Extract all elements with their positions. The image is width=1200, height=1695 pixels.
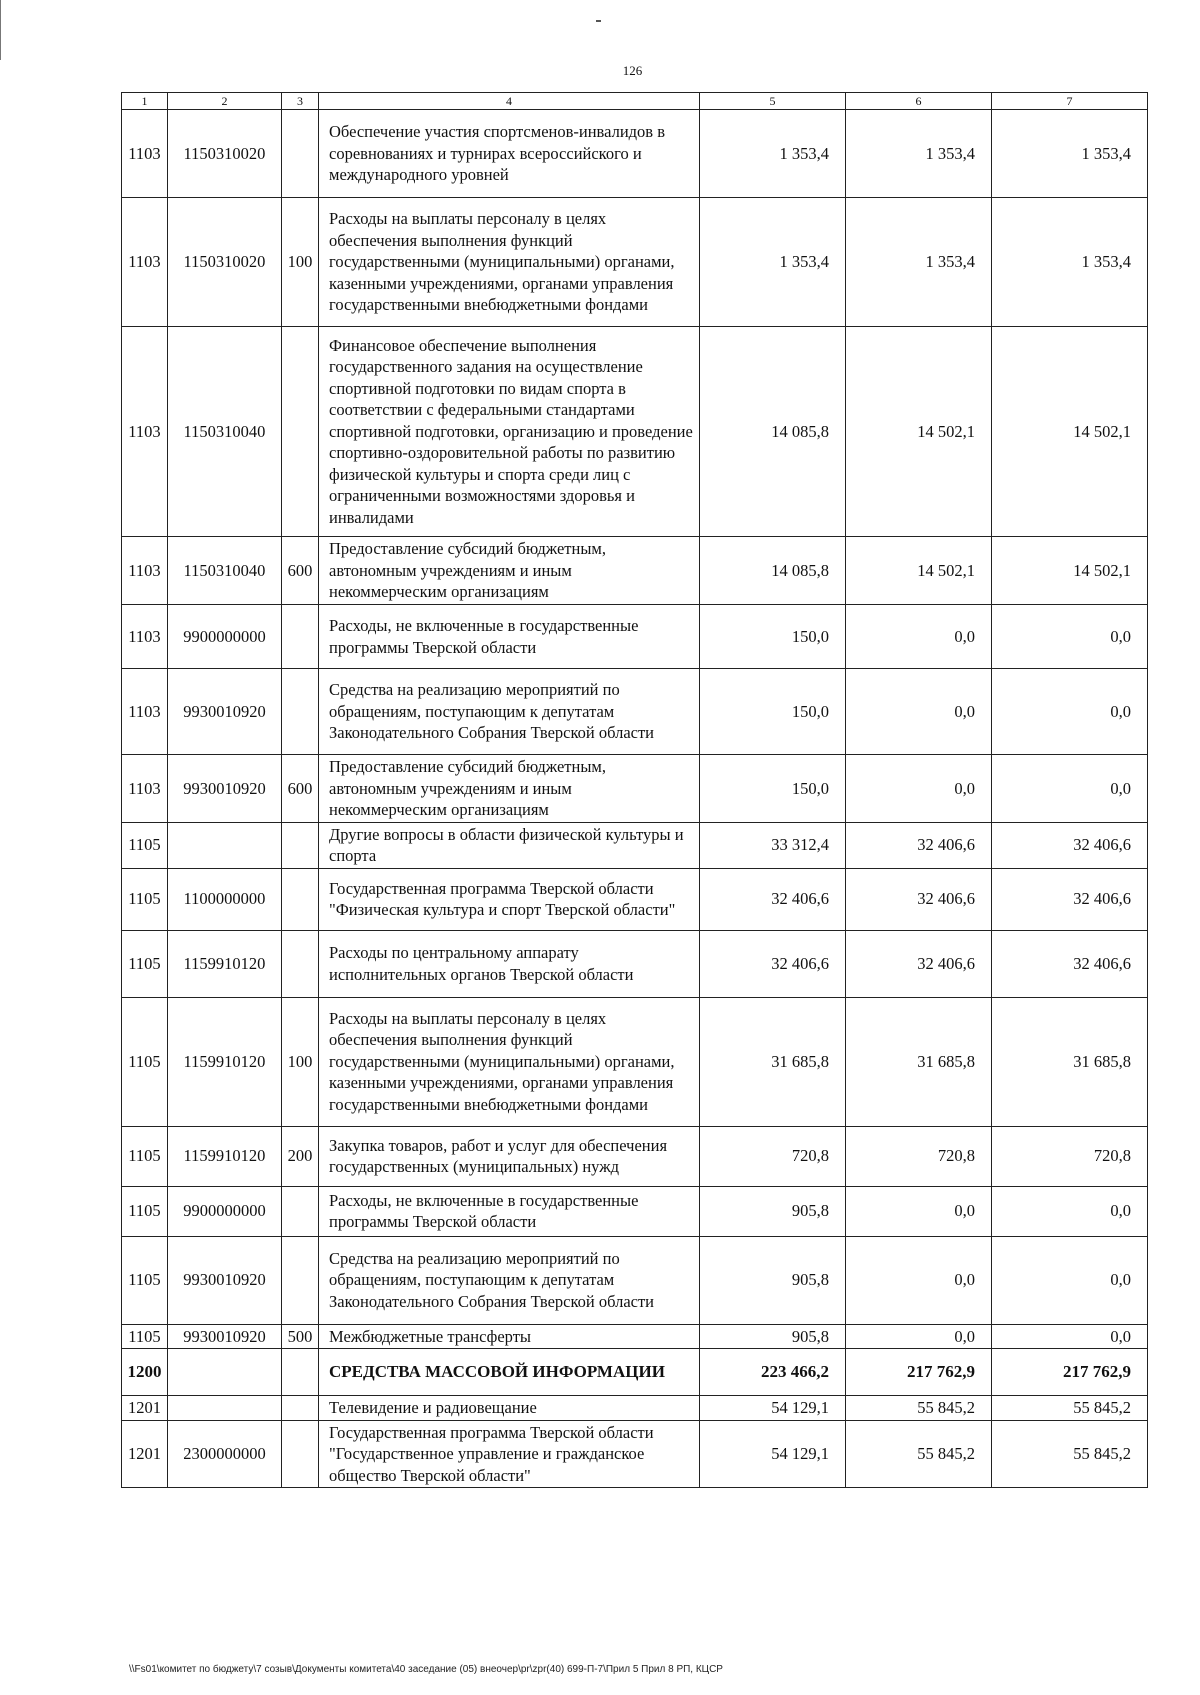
amount-2024: 150,0: [700, 669, 846, 755]
page-number: 126: [622, 63, 643, 78]
amount-2024: 54 129,1: [700, 1420, 846, 1488]
amount-2026: 217 762,9: [992, 1349, 1148, 1396]
amount-2025: 32 406,6: [846, 868, 992, 930]
target-article-code: 1159910120: [168, 1126, 282, 1186]
target-article-code: [168, 1396, 282, 1421]
expense-name: Межбюджетные трансферты: [319, 1324, 700, 1349]
table-row: [122, 1236, 1148, 1324]
amount-2025: 1 353,4: [846, 110, 992, 198]
amount-2024: 14 085,8: [700, 537, 846, 605]
amount-2025: 0,0: [846, 1324, 992, 1349]
column-number: 1: [122, 93, 168, 110]
column-number-row: [122, 93, 1148, 110]
target-article-code: 9930010920: [168, 1236, 282, 1324]
amount-2026: 0,0: [992, 1186, 1148, 1236]
budget-table-body: [122, 93, 1148, 1488]
table-row: [122, 997, 1148, 1126]
table-row: [122, 198, 1148, 327]
table-row: [122, 1126, 1148, 1186]
column-number: 2: [168, 93, 282, 110]
expense-type-code: [282, 327, 319, 537]
amount-2026: 1 353,4: [992, 198, 1148, 327]
expense-name: Государственная программа Тверской области "Физическая культура и спорт Тверской области": [319, 868, 700, 930]
target-article-code: 9930010920: [168, 1324, 282, 1349]
amount-2026: 55 845,2: [992, 1396, 1148, 1421]
section-code: 1105: [122, 1126, 168, 1186]
target-article-code: 9930010920: [168, 755, 282, 823]
amount-2025: 0,0: [846, 669, 992, 755]
expense-name: Предоставление субсидий бюджетным, автономным учреждениям и иным некоммерческим организациям: [319, 537, 700, 605]
amount-2026: 0,0: [992, 669, 1148, 755]
expense-type-code: [282, 110, 319, 198]
expense-type-code: [282, 605, 319, 669]
amount-2026: 32 406,6: [992, 822, 1148, 868]
table-row: [122, 1324, 1148, 1349]
column-number: 4: [319, 93, 700, 110]
amount-2025: 0,0: [846, 1236, 992, 1324]
table-row: [122, 1396, 1148, 1421]
amount-2025: 720,8: [846, 1126, 992, 1186]
amount-2025: 0,0: [846, 755, 992, 823]
table-row: [122, 1349, 1148, 1396]
expense-name: Расходы по центральному аппарату исполнительных органов Тверской области: [319, 930, 700, 997]
expense-type-code: 500: [282, 1324, 319, 1349]
expense-type-code: 600: [282, 755, 319, 823]
section-code: 1103: [122, 198, 168, 327]
expense-name: Средства на реализацию мероприятий по обращениям, поступающим к депутатам Законодательного Собрания Тверской области: [319, 669, 700, 755]
target-article-code: 1100000000: [168, 868, 282, 930]
expense-type-code: 200: [282, 1126, 319, 1186]
table-row: [122, 755, 1148, 823]
section-code: 1105: [122, 868, 168, 930]
file-path-footer: \\Fs01\комитет по бюджету\7 созыв\Документы комитета\40 заседание (05) внеочер\pr\zpr(40) 699-П-7\Прил 5 Прил 8 РП, КЦСР: [129, 1664, 723, 1675]
amount-2026: 1 353,4: [992, 110, 1148, 198]
expense-type-code: [282, 1420, 319, 1488]
amount-2024: 31 685,8: [700, 997, 846, 1126]
expense-name: Расходы, не включенные в государственные программы Тверской области: [319, 605, 700, 669]
amount-2026: 720,8: [992, 1126, 1148, 1186]
amount-2024: 150,0: [700, 605, 846, 669]
amount-2025: 55 845,2: [846, 1396, 992, 1421]
amount-2025: 0,0: [846, 605, 992, 669]
expense-name: СРЕДСТВА МАССОВОЙ ИНФОРМАЦИИ: [319, 1349, 700, 1396]
expense-name: Предоставление субсидий бюджетным, автономным учреждениям и иным некоммерческим организациям: [319, 755, 700, 823]
expense-type-code: 100: [282, 997, 319, 1126]
section-code: 1103: [122, 110, 168, 198]
expense-type-code: 100: [282, 198, 319, 327]
section-code: 1200: [122, 1349, 168, 1396]
amount-2024: 150,0: [700, 755, 846, 823]
expense-name: Обеспечение участия спортсменов-инвалидов в соревнованиях и турнирах всероссийского и международного уровней: [319, 110, 700, 198]
scan-speck: [596, 20, 601, 22]
amount-2025: 14 502,1: [846, 327, 992, 537]
expense-name: Государственная программа Тверской области "Государственное управление и гражданское общество Тверской области": [319, 1420, 700, 1488]
table-row: [122, 605, 1148, 669]
expense-name: Другие вопросы в области физической культуры и спорта: [319, 822, 700, 868]
amount-2024: 32 406,6: [700, 868, 846, 930]
expense-type-code: [282, 1236, 319, 1324]
section-code: 1105: [122, 930, 168, 997]
expense-name: Финансовое обеспечение выполнения государственного задания на осуществление спортивной подготовки по видам спорта в соответствии с федеральными стандартами спортивной подготовки, организацию и проведение спортивно-оздоровительной работы по развитию физической культуры и спорта среди лиц с ограниченными возможностями здоровья и инвалидами: [319, 327, 700, 537]
amount-2025: 32 406,6: [846, 930, 992, 997]
target-article-code: 1150310020: [168, 198, 282, 327]
amount-2024: 905,8: [700, 1236, 846, 1324]
amount-2024: 14 085,8: [700, 327, 846, 537]
section-code: 1201: [122, 1396, 168, 1421]
section-code: 1103: [122, 537, 168, 605]
section-code: 1103: [122, 605, 168, 669]
amount-2025: 0,0: [846, 1186, 992, 1236]
amount-2025: 32 406,6: [846, 822, 992, 868]
amount-2024: 1 353,4: [700, 198, 846, 327]
table-row: [122, 110, 1148, 198]
expense-type-code: [282, 669, 319, 755]
section-code: 1105: [122, 822, 168, 868]
expense-type-code: [282, 1349, 319, 1396]
table-row: [122, 822, 1148, 868]
target-article-code: 1150310040: [168, 537, 282, 605]
table-row: [122, 1186, 1148, 1236]
amount-2025: 217 762,9: [846, 1349, 992, 1396]
table-row: [122, 868, 1148, 930]
amount-2026: 32 406,6: [992, 868, 1148, 930]
expense-name: Закупка товаров, работ и услуг для обеспечения государственных (муниципальных) нужд: [319, 1126, 700, 1186]
amount-2026: 0,0: [992, 755, 1148, 823]
target-article-code: 1159910120: [168, 930, 282, 997]
amount-2024: 54 129,1: [700, 1396, 846, 1421]
target-article-code: 9900000000: [168, 1186, 282, 1236]
amount-2024: 223 466,2: [700, 1349, 846, 1396]
target-article-code: 9930010920: [168, 669, 282, 755]
expense-name: Телевидение и радиовещание: [319, 1396, 700, 1421]
section-code: 1103: [122, 755, 168, 823]
amount-2026: 14 502,1: [992, 537, 1148, 605]
section-code: 1201: [122, 1420, 168, 1488]
scan-page-edge: [0, 0, 1, 60]
column-number: 6: [846, 93, 992, 110]
amount-2024: 1 353,4: [700, 110, 846, 198]
section-code: 1105: [122, 1324, 168, 1349]
table-row: [122, 669, 1148, 755]
amount-2025: 55 845,2: [846, 1420, 992, 1488]
section-code: 1105: [122, 1236, 168, 1324]
column-number: 5: [700, 93, 846, 110]
expense-type-code: [282, 1186, 319, 1236]
amount-2026: 0,0: [992, 1324, 1148, 1349]
target-article-code: 1150310040: [168, 327, 282, 537]
amount-2024: 905,8: [700, 1324, 846, 1349]
expense-name: Расходы на выплаты персоналу в целях обеспечения выполнения функций государственными (муниципальными) органами, казенными учреждениями, органами управления государственными внебюджетными фондами: [319, 997, 700, 1126]
table-row: [122, 930, 1148, 997]
expense-type-code: [282, 822, 319, 868]
amount-2024: 33 312,4: [700, 822, 846, 868]
table-row: [122, 1420, 1148, 1488]
section-code: 1103: [122, 327, 168, 537]
expense-type-code: [282, 868, 319, 930]
expense-type-code: 600: [282, 537, 319, 605]
table-row: [122, 327, 1148, 537]
amount-2026: 55 845,2: [992, 1420, 1148, 1488]
amount-2026: 32 406,6: [992, 930, 1148, 997]
target-article-code: 1150310020: [168, 110, 282, 198]
amount-2026: 31 685,8: [992, 997, 1148, 1126]
column-number: 7: [992, 93, 1148, 110]
amount-2026: 14 502,1: [992, 327, 1148, 537]
expense-name: Расходы на выплаты персоналу в целях обеспечения выполнения функций государственными (муниципальными) органами, казенными учреждениями, органами управления государственными внебюджетными фондами: [319, 198, 700, 327]
budget-table: [121, 92, 1148, 1488]
expense-type-code: [282, 930, 319, 997]
amount-2025: 31 685,8: [846, 997, 992, 1126]
column-number: 3: [282, 93, 319, 110]
section-code: 1105: [122, 1186, 168, 1236]
target-article-code: [168, 822, 282, 868]
table-row: [122, 537, 1148, 605]
section-code: 1103: [122, 669, 168, 755]
expense-type-code: [282, 1396, 319, 1421]
amount-2026: 0,0: [992, 605, 1148, 669]
amount-2024: 32 406,6: [700, 930, 846, 997]
section-code: 1105: [122, 997, 168, 1126]
amount-2025: 1 353,4: [846, 198, 992, 327]
amount-2026: 0,0: [992, 1236, 1148, 1324]
amount-2024: 720,8: [700, 1126, 846, 1186]
expense-name: Расходы, не включенные в государственные программы Тверской области: [319, 1186, 700, 1236]
amount-2024: 905,8: [700, 1186, 846, 1236]
target-article-code: [168, 1349, 282, 1396]
target-article-code: 9900000000: [168, 605, 282, 669]
amount-2025: 14 502,1: [846, 537, 992, 605]
target-article-code: 2300000000: [168, 1420, 282, 1488]
expense-name: Средства на реализацию мероприятий по обращениям, поступающим к депутатам Законодательного Собрания Тверской области: [319, 1236, 700, 1324]
target-article-code: 1159910120: [168, 997, 282, 1126]
